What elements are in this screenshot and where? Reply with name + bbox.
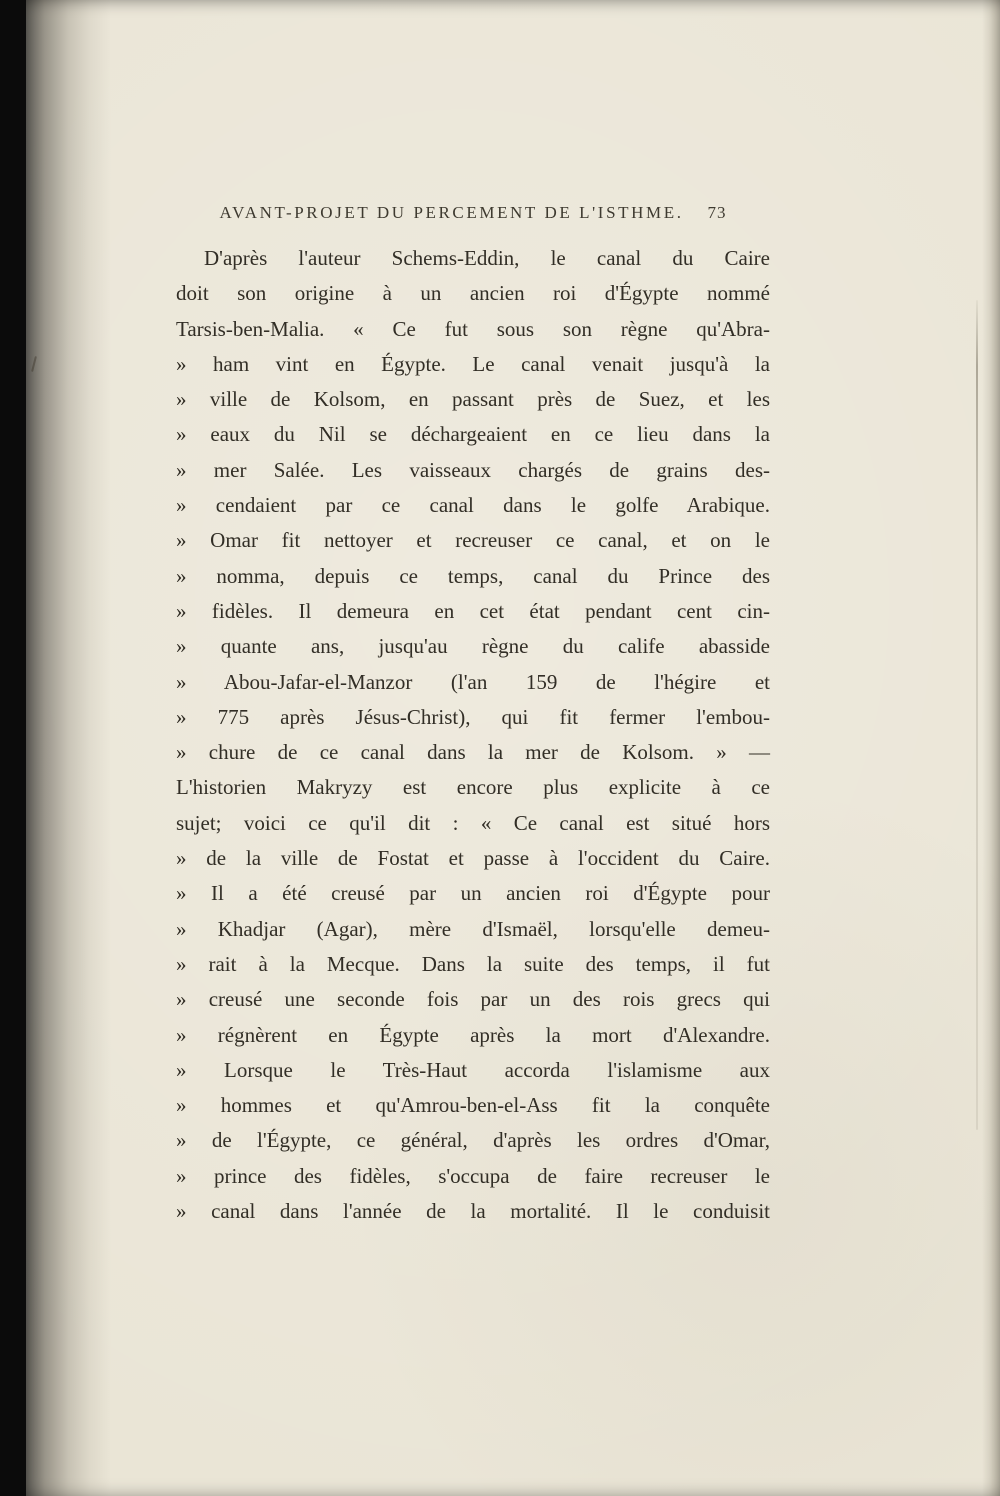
text-line: » 775 après Jésus-Christ), qui fit fermer l'embou-: [176, 704, 770, 729]
text-line: » de l'Égypte, ce général, d'après les ordres d'Omar,: [176, 1128, 770, 1153]
text-line: » de la ville de Fostat et passe à l'occident du Caire.: [176, 846, 770, 871]
text-block: [176, 241, 770, 1229]
text-line: D'après l'auteur Schems-Eddin, le canal du Caire: [204, 246, 770, 270]
text-line: » rait à la Mecque. Dans la suite des temps, il fut: [176, 951, 770, 976]
text-line: » prince des fidèles, s'occupa de faire recreuser le: [176, 1163, 770, 1188]
page-edge-line: [976, 300, 978, 1130]
text-line: » nomma, depuis ce temps, canal du Prince des: [176, 563, 770, 588]
text-line: » Omar fit nettoyer et recreuser ce canal, et on le: [176, 528, 770, 553]
text-line: » ham vint en Égypte. Le canal venait jusqu'à la: [176, 351, 770, 376]
text-line: » Lorsque le Très-Haut accorda l'islamisme aux: [176, 1057, 770, 1082]
text-line: » régnèrent en Égypte après la mort d'Alexandre.: [176, 1022, 770, 1047]
text-line: » mer Salée. Les vaisseaux chargés de grains des-: [176, 457, 770, 482]
text-line: sujet; voici ce qu'il dit : « Ce canal est situé hors: [176, 810, 770, 835]
text-line: » hommes et qu'Amrou-ben-el-Ass fit la conquête: [176, 1093, 770, 1118]
running-header: [176, 203, 770, 223]
text-line: » quante ans, jusqu'au règne du calife abasside: [176, 634, 770, 659]
text-line: » creusé une seconde fois par un des rois grecs qui: [176, 987, 770, 1012]
text-line: L'historien Makryzy est encore plus explicite à ce: [176, 775, 770, 800]
text-line: » fidèles. Il demeura en cet état pendant cent cin-: [176, 598, 770, 623]
text-line: » ville de Kolsom, en passant près de Suez, et les: [176, 387, 770, 412]
running-header-title: AVANT-PROJET DU PERCEMENT DE L'ISTHME.: [219, 203, 684, 222]
text-line: » canal dans l'année de la mortalité. Il le conduisit: [176, 1199, 770, 1224]
binding-shadow: [26, 0, 111, 1496]
text-line: doit son origine à un ancien roi d'Égypte nommé: [176, 281, 770, 306]
text-line: » Abou-Jafar-el-Manzor (l'an 159 de l'hégire et: [176, 669, 770, 694]
text-line: Tarsis-ben-Malia. « Ce fut sous son règne qu'Abra-: [176, 316, 770, 341]
text-line: » chure de ce canal dans la mer de Kolsom. » —: [176, 740, 770, 765]
page-edge: [982, 0, 1000, 1496]
text-line: » cendaient par ce canal dans le golfe Arabique.: [176, 493, 770, 518]
text-line: » Il a été creusé par un ancien roi d'Égypte pour: [176, 881, 770, 906]
text-line: » eaux du Nil se déchargeaient en ce lieu dans la: [176, 422, 770, 447]
page-number: 73: [707, 203, 727, 222]
text-line: » Khadjar (Agar), mère d'Ismaël, lorsqu'elle demeu-: [176, 916, 770, 941]
